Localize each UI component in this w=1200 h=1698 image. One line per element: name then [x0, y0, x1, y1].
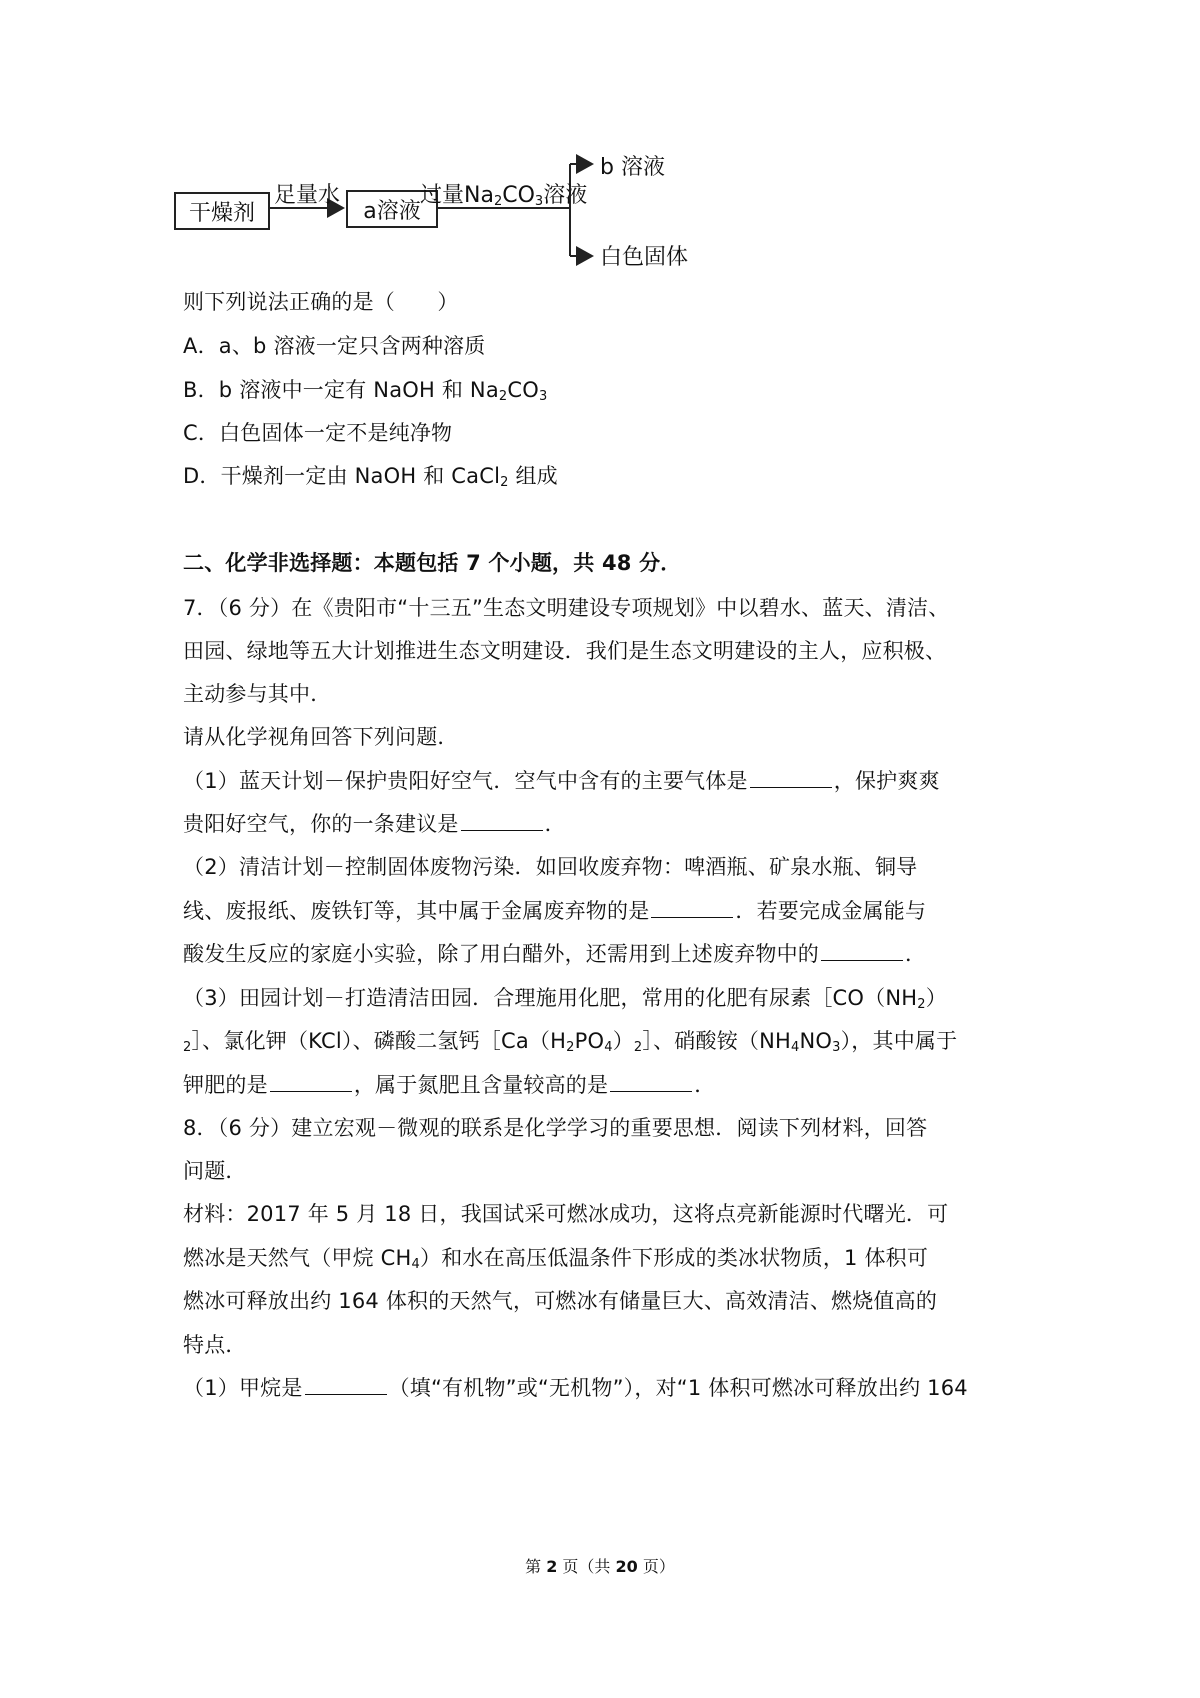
q8-part1-line-1: （1）甲烷是 （填“有机物”或“无机物”），对“1 体积可燃冰可释放出约 164 — [183, 1376, 968, 1400]
q7-part1-line-2: 贵阳好空气，你的一条建议是 ． — [183, 812, 566, 836]
q6-option-a: A．a、b 溶液一定只含两种溶质 — [183, 334, 486, 358]
q8-line-2: 问题． — [183, 1159, 247, 1183]
q8-material-line-2: 燃冰是天然气（甲烷 $CH_4$）和水在高压低温条件下形成的类冰状物质，1 体积可 — [183, 1246, 929, 1272]
drying-agent-box: 干燥剂 — [174, 192, 270, 230]
flow-diagram — [180, 150, 800, 290]
q6-option-c: C．白色固体一定不是纯净物 — [183, 421, 453, 445]
q8-line-1: 8．（6 分）建立宏观－微观的联系是化学学习的重要思想．阅读下列材料，回答 — [183, 1116, 928, 1140]
answer-blank[interactable] — [305, 1374, 387, 1395]
q7-line-1: 7．（6 分）在《贵阳市“十三五”生态文明建设专项规划》中以碧水、蓝天、清洁、 — [183, 596, 950, 620]
b-solution-label: b 溶液 — [600, 155, 665, 180]
section-2-heading: 二、化学非选择题：本题包括 7 个小题，共 48 分． — [183, 551, 682, 575]
white-solid-label: 白色固体 — [600, 245, 689, 270]
answer-blank[interactable] — [821, 940, 903, 961]
flow-diagram-arrows — [180, 150, 800, 290]
q7-part3-line-2: $_2$］、氯化钾（KCl）、磷酸二氢钙$[Ca(H_2PO_4)_2]$、硝酸铵$(NH_4NO_3)$，其中属于 — [183, 1029, 958, 1055]
q6-stem: 则下列说法正确的是（ ） — [183, 290, 459, 314]
answer-blank[interactable] — [610, 1071, 692, 1092]
q7-line-3: 主动参与其中． — [183, 682, 332, 706]
answer-blank[interactable] — [461, 810, 543, 831]
q7-part2-line-3: 酸发生反应的家庭小实验，除了用白醋外，还需用到上述废弃物中的 ． — [183, 942, 927, 966]
q8-material-line-4: 特点． — [183, 1333, 247, 1357]
q7-part2-line-2: 线、废报纸、废铁钉等，其中属于金属废弃物的是 ．若要完成金属能与 — [183, 899, 927, 923]
q7-part2-line-1: （2）清洁计划－控制固体废物污染．如回收废弃物：啤酒瓶、矿泉水瓶、铜导 — [183, 855, 918, 879]
answer-blank[interactable] — [651, 897, 733, 918]
q8-material-line-1: 材料：2017 年 5 月 18 日，我国试采可燃冰成功，这将点亮新能源时代曙光．可 — [183, 1202, 949, 1226]
a-solution-box: a溶液 — [346, 190, 438, 228]
q7-part3-line-3: 钾肥的是 ，属于氮肥且含量较高的是 ． — [183, 1073, 716, 1097]
q8-material-line-3: 燃冰可释放出约 164 体积的天然气，可燃冰有储量巨大、高效清洁、燃烧值高的 — [183, 1289, 938, 1313]
q7-line-2: 田园、绿地等五大计划推进生态文明建设．我们是生态文明建设的主人，应积极、 — [183, 639, 947, 663]
answer-blank[interactable] — [750, 767, 832, 788]
page-footer: 第 2 页（共 20 页） — [525, 1557, 675, 1576]
q6-option-b: B．b 溶液中一定有 NaOH 和 $Na_2CO_3$ — [183, 378, 548, 404]
arrow1-label: 足量水 — [274, 183, 341, 208]
answer-blank[interactable] — [270, 1071, 352, 1092]
q7-part1-line-1: （1）蓝天计划－保护贵阳好空气．空气中含有的主要气体是 ，保护爽爽 — [183, 769, 940, 793]
q7-part3-line-1: （3）田园计划－打造清洁田园．合理施用化肥，常用的化肥有尿素$[CO(NH_2)$ — [183, 986, 947, 1012]
q7-line-4: 请从化学视角回答下列问题． — [183, 725, 459, 749]
q6-option-d: D．干燥剂一定由 NaOH 和 CaCl$_2$ 组成 — [183, 464, 558, 490]
arrow2-label: 过量$Na_2CO_3$溶液 — [420, 183, 588, 209]
